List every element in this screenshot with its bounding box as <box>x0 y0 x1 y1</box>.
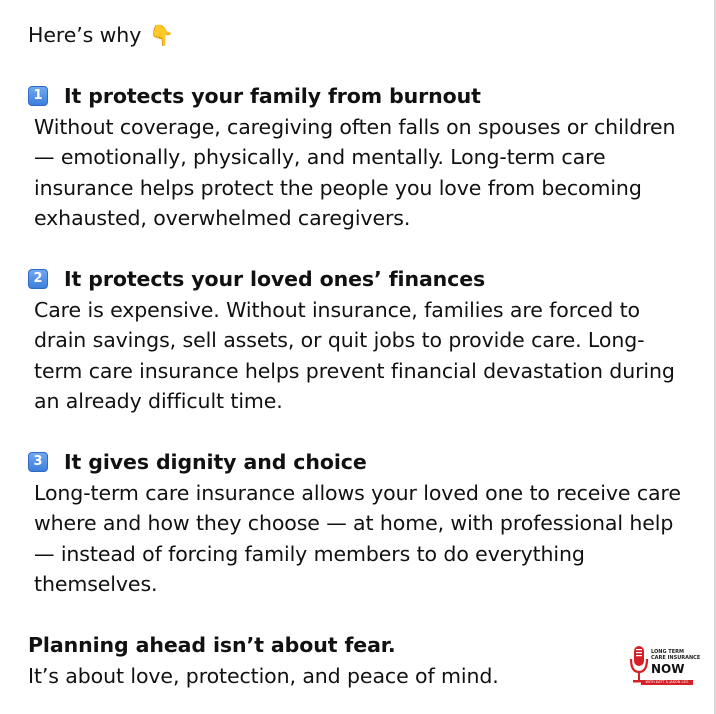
brand-logo <box>629 643 701 689</box>
number-1-icon: 1 <box>28 86 48 106</box>
logo-strip: WITH KATT & JASON LEO <box>641 680 693 685</box>
logo-now: NOW <box>651 662 685 676</box>
number-2-icon: 2 <box>28 269 48 289</box>
reason-2 <box>28 264 688 417</box>
reason-3-title: It gives dignity and choice <box>64 450 367 474</box>
reason-1-title: It protects your family from burnout <box>64 84 481 108</box>
closing-title: Planning ahead isn’t about fear. <box>28 633 396 657</box>
closing <box>28 630 688 691</box>
closing-text: It’s about love, protection, and peace of mind. <box>28 663 499 688</box>
reason-2-heading <box>28 264 688 295</box>
reason-3 <box>28 447 688 600</box>
pointing-down-icon: 👇 <box>149 23 175 48</box>
reason-3-heading <box>28 447 688 478</box>
number-3-icon: 3 <box>28 452 48 472</box>
microphone-icon <box>629 645 649 685</box>
intro-line <box>28 20 688 51</box>
logo-line-2: CARE INSURANCE <box>651 655 701 661</box>
post-content <box>28 20 688 691</box>
reason-2-title: It protects your loved ones’ finances <box>64 267 486 291</box>
reason-2-body: Care is expensive. Without insurance, families are forced to drain savings, sell assets, or quit jobs to provide care. Long-term care insurance helps prevent financial devastation during an already difficult time. <box>34 297 675 413</box>
reason-1 <box>28 81 688 234</box>
logo-line-1: LONG TERM <box>651 649 684 655</box>
reason-1-heading <box>28 81 688 112</box>
reason-1-body: Without coverage, caregiving often falls on spouses or children — emotionally, physically, and mentally. Long-term care insurance helps protect the people you love from becoming exhausted, overwhelmed caregivers. <box>34 114 676 230</box>
reason-3-body: Long-term care insurance allows your loved one to receive care where and how they choose — at home, with professional help — instead of forcing family members to do everything themselves. <box>34 480 681 596</box>
intro-text: Here’s why <box>28 23 142 47</box>
